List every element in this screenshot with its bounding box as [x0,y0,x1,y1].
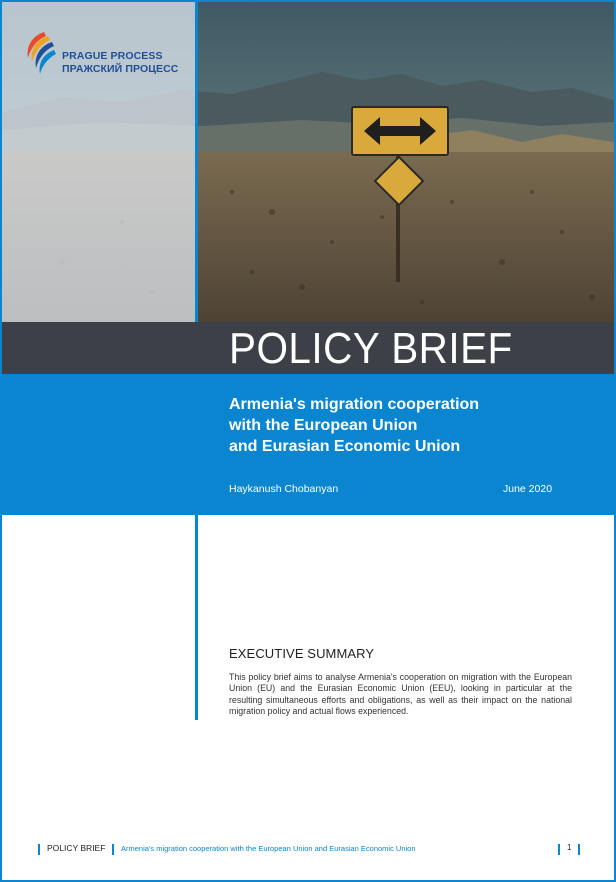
footer-title: Armenia's migration cooperation with the European Union and Eurasian Economic Union [121,844,416,853]
subtitle-line-3: and Eurasian Economic Union [229,438,461,455]
subtitle-line-2: with the European Union [229,417,418,434]
logo-swoosh-icon [24,28,58,76]
logo-line-english: PRAGUE PROCESS [62,50,163,62]
footer-label: POLICY BRIEF [47,843,106,853]
footer-bar-left [38,844,40,855]
author-name: Haykanush Chobanyan [229,483,339,495]
executive-summary-heading: EXECUTIVE SUMMARY [229,646,375,661]
document-title: POLICY BRIEF [229,324,513,373]
executive-summary-text: This policy brief aims to analyse Armenia's cooperation on migration with the European Union (EU) and the Eurasian Economic Union (EEU), looking in particular at the resulting simultaneous efforts and obligations, as well as their impact on the national migration policy and actual flows experienced. [229,672,572,716]
page-number: 1 [567,843,572,852]
subtitle-line-1: Armenia's migration cooperation [229,396,480,413]
logo-line-russian: ПРАЖСКИЙ ПРОЦЕСС [62,63,179,75]
logo-wordmark [62,50,178,76]
page-footer [38,843,578,857]
footer-bar-middle [112,844,114,855]
footer-bar-right [558,844,560,855]
prague-process-logo [24,28,189,80]
footer-bar-end [578,844,580,855]
publication-date: June 2020 [503,483,553,495]
document-subtitle [229,394,529,457]
